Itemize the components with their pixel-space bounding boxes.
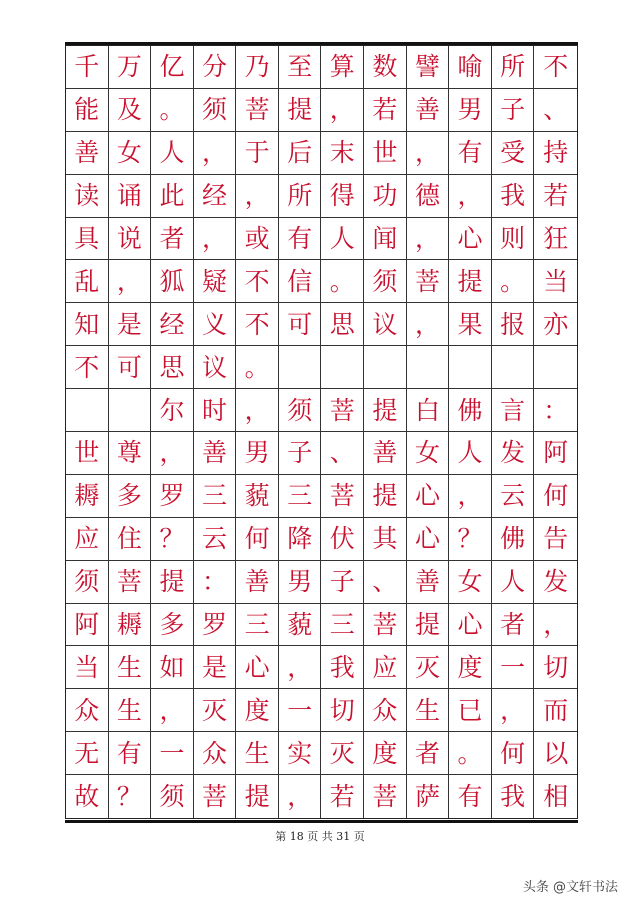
grid-cell: 女: [109, 132, 152, 175]
grid-cell: 耨: [66, 475, 109, 518]
grid-cell: [109, 389, 152, 432]
grid-cell: ，: [407, 218, 450, 261]
grid-cell: 菩: [194, 775, 237, 818]
grid-cell: 提: [364, 475, 407, 518]
grid-cell: 者: [407, 732, 450, 775]
page-number-footer: 第 18 页 共 31 页: [275, 830, 365, 843]
grid-cell: 住: [109, 518, 152, 561]
grid-cell: 阿: [534, 432, 577, 475]
grid-cell: 算: [321, 46, 364, 89]
grid-cell: 其: [364, 518, 407, 561]
grid-cell: 发: [492, 432, 535, 475]
grid-cell: 有: [109, 732, 152, 775]
grid-cell: 不: [534, 46, 577, 89]
grid-cell: 生: [109, 646, 152, 689]
grid-cell: 已: [449, 689, 492, 732]
grid-cell: 告: [534, 518, 577, 561]
grid-cell: 云: [492, 475, 535, 518]
grid-cell: ，: [449, 475, 492, 518]
grid-cell: 菩: [321, 475, 364, 518]
grid-cell: 相: [543, 782, 569, 812]
grid-cell: 善: [407, 89, 450, 132]
grid-cell: 后: [279, 132, 322, 175]
grid-cell: [407, 346, 450, 389]
grid-cell: 心: [449, 218, 492, 261]
grid-cell: 男: [236, 432, 279, 475]
grid-cell: 信: [279, 260, 322, 303]
grid-cell: 、: [364, 561, 407, 604]
grid-cell: 何: [236, 518, 279, 561]
grid-cell: 切: [321, 689, 364, 732]
grid-cell: 提: [279, 89, 322, 132]
grid-cell: 须: [151, 775, 194, 818]
grid-cell: 善: [407, 561, 450, 604]
grid-cell: [321, 346, 364, 389]
grid-cell: 须: [364, 260, 407, 303]
grid-cell: 切: [534, 646, 577, 689]
grid-cell: 何: [492, 732, 535, 775]
grid-cell: ：: [194, 561, 237, 604]
grid-cell: 度: [364, 732, 407, 775]
watermark-text: 头条 @文轩书法: [522, 880, 618, 895]
grid-cell: 一: [492, 646, 535, 689]
bottom-border-rule: [65, 820, 578, 823]
grid-cell: 万: [109, 46, 152, 89]
grid-cell: 不: [236, 260, 279, 303]
grid-cell: 我: [321, 646, 364, 689]
grid-cell: 众: [194, 732, 237, 775]
grid-cell: 。: [321, 260, 364, 303]
grid-cell: 一: [151, 732, 194, 775]
grid-cell: ，: [151, 432, 194, 475]
grid-cell: 藐: [279, 604, 322, 647]
grid-cell: 分: [194, 46, 237, 89]
grid-cell: 言: [492, 389, 535, 432]
grid-cell: 当: [534, 260, 577, 303]
grid-cell: 尊: [109, 432, 152, 475]
grid-cell: ，: [236, 175, 279, 218]
grid-cell: 众: [364, 689, 407, 732]
grid-cell: 菩: [364, 604, 407, 647]
grid-cell: 可: [279, 303, 322, 346]
grid-cell: 、: [321, 432, 364, 475]
grid-cell: 男: [279, 561, 322, 604]
grid-cell: 应: [364, 646, 407, 689]
grid-cell: 生: [407, 689, 450, 732]
grid-cell: 若: [321, 775, 364, 818]
grid-cell: 可: [109, 346, 152, 389]
grid-cell: 佛: [492, 518, 535, 561]
practice-grid: [65, 45, 578, 819]
grid-cell: 善: [236, 561, 279, 604]
grid-cell: ？: [109, 775, 152, 818]
grid-cell: 末: [321, 132, 364, 175]
grid-cell: 三: [321, 604, 364, 647]
grid-cell: 是: [109, 303, 152, 346]
grid-cell: 心: [449, 604, 492, 647]
grid-cell: 耨: [109, 604, 152, 647]
grid-cell: 提: [364, 389, 407, 432]
grid-cell: 伏: [321, 518, 364, 561]
grid-cell: 灭: [194, 689, 237, 732]
grid-cell: 义: [194, 303, 237, 346]
grid-cell: 提: [151, 561, 194, 604]
grid-cell: 时: [194, 389, 237, 432]
grid-cell: 功: [364, 175, 407, 218]
grid-cell: 报: [492, 303, 535, 346]
grid-cell: 子: [492, 89, 535, 132]
grid-cell: 诵: [109, 175, 152, 218]
grid-cell: 当: [66, 646, 109, 689]
grid-cell: 一: [279, 689, 322, 732]
grid-cell: 多: [109, 475, 152, 518]
grid-cell: 萨: [407, 775, 450, 818]
grid-cell: ，: [492, 689, 535, 732]
grid-cell: 所: [492, 46, 535, 89]
grid-cell: 我: [492, 175, 535, 218]
grid-cell: ，: [109, 260, 152, 303]
grid-cell: [492, 346, 535, 389]
grid-cell: 受: [492, 132, 535, 175]
grid-cell: 经: [151, 303, 194, 346]
grid-cell: 男: [449, 89, 492, 132]
grid-cell: 有: [279, 218, 322, 261]
grid-cell: ，: [279, 775, 322, 818]
grid-cell: [449, 346, 492, 389]
grid-cell: 若: [364, 89, 407, 132]
grid-cell: 提: [236, 775, 279, 818]
grid-cell: 若: [534, 175, 577, 218]
grid-cell: 说: [109, 218, 152, 261]
grid-cell: ：: [534, 389, 577, 432]
grid-cell: 。: [449, 732, 492, 775]
grid-cell: 。: [492, 260, 535, 303]
grid-cell: 菩: [364, 775, 407, 818]
grid-cell: 果: [449, 303, 492, 346]
grid-cell: 能: [66, 89, 109, 132]
grid-cell: 生: [109, 689, 152, 732]
grid-cell: 心: [407, 475, 450, 518]
grid-cell: 者: [492, 604, 535, 647]
grid-cell: 女: [449, 561, 492, 604]
grid-cell: 三: [194, 475, 237, 518]
grid-cell: 是: [194, 646, 237, 689]
grid-cell: 善: [194, 432, 237, 475]
grid-cell: 降: [279, 518, 322, 561]
grid-cell: 闻: [364, 218, 407, 261]
grid-cell: 而: [534, 689, 577, 732]
grid-cell: 得: [321, 175, 364, 218]
grid-cell: 无: [66, 732, 109, 775]
grid-cell: [279, 346, 322, 389]
grid-cell: 具: [66, 218, 109, 261]
grid-cell: ，: [407, 132, 450, 175]
grid-cell: 千: [66, 46, 109, 89]
grid-cell: 世: [364, 132, 407, 175]
grid-cell: 者: [151, 218, 194, 261]
grid-cell: 不: [66, 346, 109, 389]
grid-cell: ？: [151, 518, 194, 561]
grid-cell: 灭: [321, 732, 364, 775]
grid-cell: 至: [279, 46, 322, 89]
grid-cell: ，: [449, 175, 492, 218]
grid-cell: 、: [534, 89, 577, 132]
grid-cell: ，: [151, 689, 194, 732]
grid-cell: 知: [66, 303, 109, 346]
grid-cell: 故: [66, 775, 109, 818]
grid-cell: 应: [66, 518, 109, 561]
grid-cell: 善: [364, 432, 407, 475]
grid-cell: 有: [449, 775, 492, 818]
grid-cell: 心: [236, 646, 279, 689]
grid-cell: 藐: [236, 475, 279, 518]
grid-cell: ，: [236, 389, 279, 432]
grid-cell: 须: [194, 89, 237, 132]
grid-cell: 德: [407, 175, 450, 218]
grid-cell: 譬: [407, 46, 450, 89]
grid-cell: 。: [151, 89, 194, 132]
grid-cell: 狂: [534, 218, 577, 261]
grid-cell: 三: [279, 475, 322, 518]
grid-cell: 多: [151, 604, 194, 647]
grid-cell: 不: [236, 303, 279, 346]
grid-cell: 众: [66, 689, 109, 732]
grid-cell: 人: [321, 218, 364, 261]
grid-cell: 持: [534, 132, 577, 175]
grid-cell: 发: [534, 561, 577, 604]
grid-cell: 世: [66, 432, 109, 475]
grid-cell: 人: [151, 132, 194, 175]
grid-cell: ，: [279, 646, 322, 689]
grid-cell: 须: [279, 389, 322, 432]
grid-cell: 乃: [236, 46, 279, 89]
grid-cell: 所: [279, 175, 322, 218]
grid-cell: 人: [492, 561, 535, 604]
grid-cell: 生: [236, 732, 279, 775]
grid-cell: 菩: [109, 561, 152, 604]
grid-cell: 度: [449, 646, 492, 689]
grid-cell: 议: [194, 346, 237, 389]
grid-cell: 白: [407, 389, 450, 432]
grid-cell: 经: [194, 175, 237, 218]
grid-cell: 亦: [534, 303, 577, 346]
grid-cell: ，: [194, 218, 237, 261]
grid-cell: 罗: [151, 475, 194, 518]
grid-cell: ？: [449, 518, 492, 561]
grid-cell: 实: [279, 732, 322, 775]
grid-cell: 疑: [194, 260, 237, 303]
grid-cell: 有: [449, 132, 492, 175]
grid-cell: 如: [151, 646, 194, 689]
grid-cell: [66, 389, 109, 432]
grid-cell: 子: [279, 432, 322, 475]
grid-cell: 子: [321, 561, 364, 604]
grid-cell: ，: [407, 303, 450, 346]
grid-cell: [534, 346, 577, 389]
grid-cell: 提: [407, 604, 450, 647]
grid-cell: ，: [534, 604, 577, 647]
grid-cell: 议: [364, 303, 407, 346]
grid-cell: 思: [151, 346, 194, 389]
grid-cell: 我: [492, 775, 535, 818]
grid-cell: 喻: [449, 46, 492, 89]
grid-cell: 何: [534, 475, 577, 518]
grid-cell: 须: [66, 561, 109, 604]
grid-cell: 于: [236, 132, 279, 175]
grid-cell: 人: [449, 432, 492, 475]
grid-cell: 佛: [449, 389, 492, 432]
grid-cell: 菩: [407, 260, 450, 303]
grid-cell: 及: [109, 89, 152, 132]
grid-cell: 菩: [236, 89, 279, 132]
grid-cell: 数: [364, 46, 407, 89]
grid-cell: [364, 346, 407, 389]
grid-cell: 罗: [194, 604, 237, 647]
grid-cell: 心: [407, 518, 450, 561]
grid-cell: ，: [321, 89, 364, 132]
grid-cell: 以: [534, 732, 577, 775]
grid-cell: 提: [449, 260, 492, 303]
grid-cell: 读: [66, 175, 109, 218]
grid-cell: 亿: [151, 46, 194, 89]
grid-cell: 。: [236, 346, 279, 389]
grid-cell: 则: [492, 218, 535, 261]
grid-cell: 此: [151, 175, 194, 218]
grid-cell: 乱: [66, 260, 109, 303]
grid-cell: 狐: [151, 260, 194, 303]
grid-cell: 善: [66, 132, 109, 175]
grid-cell: 女: [407, 432, 450, 475]
grid-cell: 灭: [407, 646, 450, 689]
grid-cell: 或: [236, 218, 279, 261]
grid-cell: 度: [236, 689, 279, 732]
grid-cell: 阿: [66, 604, 109, 647]
grid-cell: 云: [194, 518, 237, 561]
grid-cell: 菩: [321, 389, 364, 432]
grid-cell: 三: [236, 604, 279, 647]
grid-cell: 思: [321, 303, 364, 346]
grid-cell: ，: [194, 132, 237, 175]
grid-cell: 尔: [151, 389, 194, 432]
